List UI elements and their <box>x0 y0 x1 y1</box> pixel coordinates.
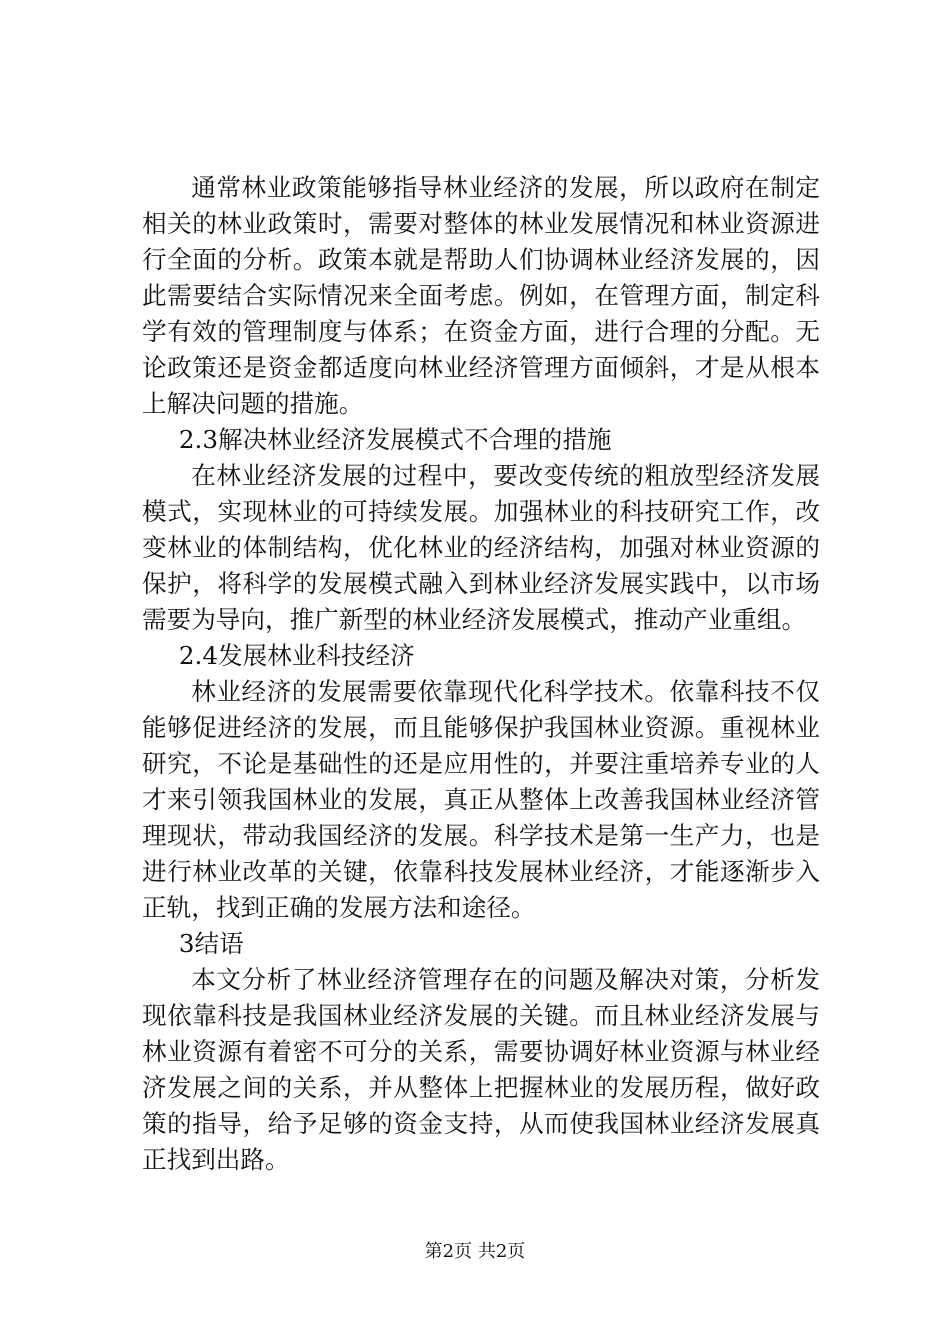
page-number: 第2页 <box>424 1241 473 1262</box>
paragraph-policy: 通常林业政策能够指导林业经济的发展，所以政府在制定相关的林业政策时，需要对整体的林业发展情况和林业资源进行全面的分析。政策本就是帮助人们协调林业经济发展的，因此需要结合实际情况来全面考虑。例如，在管理方面，制定科学有效的管理制度与体系；在资金方面，进行合理的分配。无论政策还是资金都适度向林业经济管理方面倾斜，才是从根本上解决问题的措施。 <box>142 173 820 418</box>
section-heading-2-3: 2.3解决林业经济发展模式不合理的措施 <box>178 425 612 454</box>
document-body <box>142 170 820 1178</box>
paragraph-development-model: 在林业经济发展的过程中，要改变传统的粗放型经济发展模式，实现林业的可持续发展。加强林业的科技研究工作，改变林业的体制结构，优化林业的经济结构，加强对林业资源的保护，将科学的发展模式融入到林业经济发展实践中，以市场需要为导向，推广新型的林业经济发展模式，推动产业重组。 <box>142 461 820 634</box>
paragraph-technology: 林业经济的发展需要依靠现代化科学技术。依靠科技不仅能够促进经济的发展，而且能够保护我国林业资源。重视林业研究，不论是基础性的还是应用性的，并要注重培养专业的人才来引领我国林业的发展，真正从整体上改善我国林业经济管理现状，带动我国经济的发展。科学技术是第一生产力，也是进行林业改革的关键，依靠科技发展林业经济，才能逐渐步入正轨，找到正确的发展方法和途径。 <box>142 677 820 922</box>
section-heading-2-4: 2.4发展林业科技经济 <box>178 641 415 670</box>
page-footer <box>0 1240 950 1264</box>
page-total: 共2页 <box>477 1241 526 1262</box>
paragraph-conclusion: 本文分析了林业经济管理存在的问题及解决对策，分析发现依靠科技是我国林业经济发展的关键。而且林业经济发展与林业资源有着密不可分的关系，需要协调好林业资源与林业经济发展之间的关系，并从整体上把握林业的发展历程，做好政策的指导，给予足够的资金支持，从而使我国林业经济发展真正找到出路。 <box>142 965 820 1174</box>
section-heading-3: 3结语 <box>178 929 244 958</box>
